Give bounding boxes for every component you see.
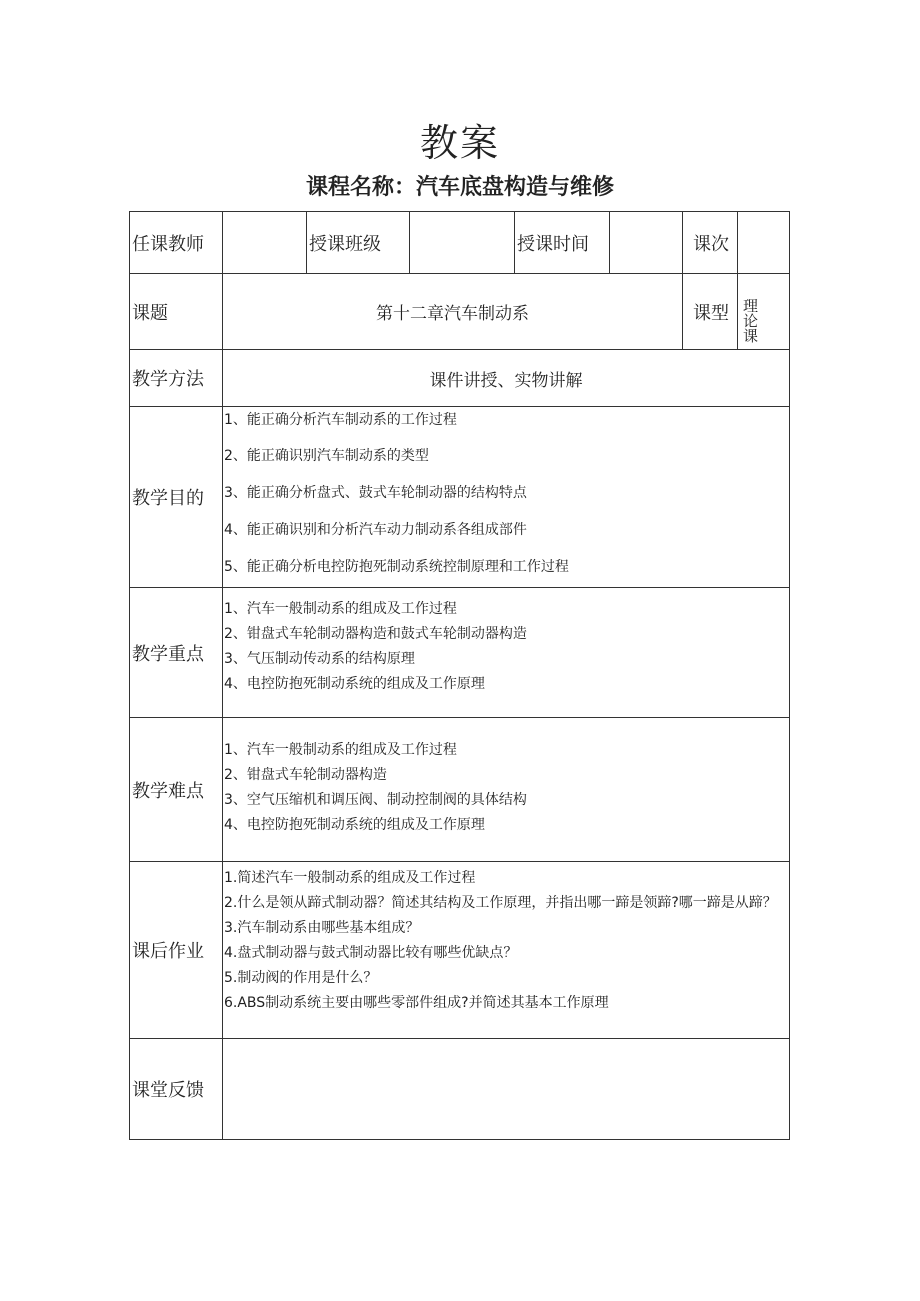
feedback-label: 课堂反馈	[132, 1080, 204, 1101]
list-item: 6.ABS制动系统主要由哪些零部件组成?并简述其基本工作原理	[224, 995, 609, 1011]
topic-label: 课题	[132, 302, 168, 324]
row-divider	[129, 587, 790, 588]
lesson-type-label: 课型	[693, 302, 729, 324]
method-label: 教学方法	[132, 369, 204, 390]
list-item: 4.盘式制动器与鼓式制动器比较有哪些优缺点？	[224, 945, 518, 961]
course-name: 课程名称：汽车底盘构造与维修	[305, 175, 614, 200]
list-item: 2、钳盘式车轮制动器构造	[224, 767, 387, 783]
key-points-label: 教学重点	[132, 643, 204, 665]
homework-label: 课后作业	[132, 941, 204, 962]
list-item: 1、能正确分析汽车制动系的工作过程	[224, 412, 457, 428]
time-value	[610, 212, 682, 273]
list-item: 1.简述汽车一般制动系的组成及工作过程	[224, 870, 476, 886]
lesson-type-char: 论	[743, 312, 759, 330]
teacher-label: 任课教师	[132, 233, 204, 255]
list-item: 3.汽车制动系由哪些基本组成？	[224, 920, 420, 936]
list-item: 3、能正确分析盘式、鼓式车轮制动器的结构特点	[224, 485, 527, 501]
lesson-type-char: 理	[743, 297, 759, 315]
homework-list	[224, 866, 792, 1038]
topic-value: 第十二章汽车制动系	[376, 304, 529, 324]
session-label: 课次	[693, 233, 729, 255]
feedback-value	[223, 1039, 789, 1139]
row-divider	[129, 861, 790, 862]
list-item: 2、能正确识别汽车制动系的类型	[224, 448, 429, 464]
class-label: 授课班级	[309, 233, 381, 255]
list-item: 5.制动阀的作用是什么？	[224, 970, 378, 986]
list-item: 3、气压制动传动系的结构原理	[224, 651, 415, 667]
list-item: 1、汽车一般制动系的组成及工作过程	[224, 601, 457, 617]
lesson-type-value	[743, 299, 763, 344]
time-label: 授课时间	[517, 233, 589, 255]
session-value	[738, 212, 789, 273]
lesson-type-char: 课	[743, 327, 759, 345]
key-points-list	[224, 597, 527, 697]
list-item: 2、钳盘式车轮制动器构造和鼓式车轮制动器构造	[224, 626, 527, 642]
list-item: 4、能正确识别和分析汽车动力制动系各组成部件	[224, 522, 527, 538]
row-divider	[129, 717, 790, 718]
lesson-plan-table	[129, 211, 790, 1140]
list-item: 5、能正确分析电控防抱死制动系统控制原理和工作过程	[224, 559, 569, 575]
table-border-bottom	[129, 1139, 790, 1140]
list-item: 4、电控防抱死制动系统的组成及工作原理	[224, 817, 485, 833]
list-item: 3、空气压缩机和调压阀、制动控制阀的具体结构	[224, 792, 527, 808]
difficulties-list	[224, 738, 527, 838]
list-item: 2.什么是领从蹄式制动器？简述其结构及工作原理，并指出哪一蹄是领蹄?哪一蹄是从蹄？	[224, 895, 777, 911]
class-value	[410, 212, 514, 273]
method-value: 课件讲授、实物讲解	[429, 370, 583, 391]
teacher-value	[223, 212, 306, 273]
difficulties-label: 教学难点	[132, 780, 204, 802]
list-item: 1、汽车一般制动系的组成及工作过程	[224, 742, 457, 758]
goals-label: 教学目的	[132, 488, 204, 509]
goals-list	[224, 407, 788, 587]
document-title: 教案	[419, 121, 500, 165]
list-item: 4、电控防抱死制动系统的组成及工作原理	[224, 676, 485, 692]
